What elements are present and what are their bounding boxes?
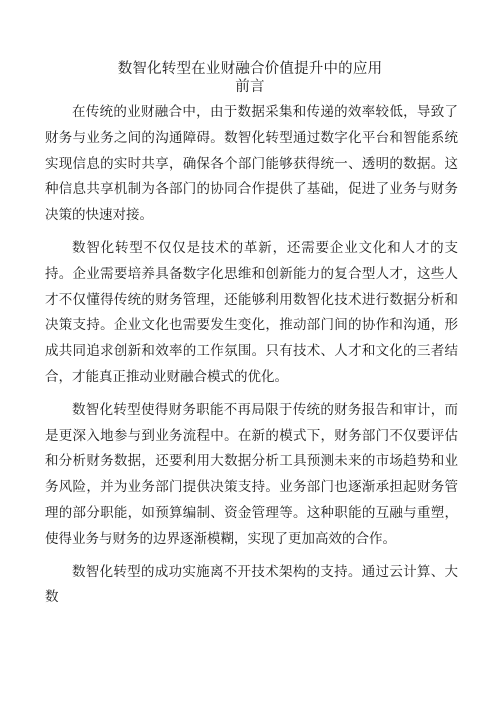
body-paragraph: 数智化转型不仅仅是技术的革新，还需要企业文化和人才的支持。企业需要培养具备数字化思维和创新能力的复合型人才，这些人才不仅懂得传统的财务管理，还能够利用数智化技术进行数据分析和决策支持。企业文化也需要发生变化，推动部门间的协作和沟通，形成共同追求创新和效率的工作氛围。只有技术、人才和文化的三者结合，才能真正推动业财融合模式的优化。 (45, 239, 458, 385)
body-paragraph: 数智化转型使得财务职能不再局限于传统的财务报告和审计，而是更深入地参与到业务流程中。在新的模式下，财务部门不仅要评估和分析财务数据，还要利用大数据分析工具预测未来的市场趋势和业务风险，并为业务部门提供决策支持。业务部门也逐渐承担起财务管理的部分职能，如预算编制、资金管理等。这种职能的互融与重塑，使得业务与财务的边界逐渐模糊，实现了更加高效的合作。 (45, 401, 458, 547)
document-title: 数智化转型在业财融合价值提升中的应用 (117, 61, 383, 77)
body-paragraph: 在传统的业财融合中，由于数据采集和传递的效率较低，导致了财务与业务之间的沟通障碍。数智化转型通过数字化平台和智能系统实现信息的实时共享，确保各个部门能够获得统一、透明的数据。这种信息共享机制为各部门的协同合作提供了基础，促进了业务与财务决策的快速对接。 (45, 104, 458, 224)
document-body (45, 100, 458, 618)
section-heading: 前言 (235, 79, 265, 95)
body-paragraph: 数智化转型的成功实施离不开技术架构的支持。通过云计算、大数 (45, 563, 458, 606)
